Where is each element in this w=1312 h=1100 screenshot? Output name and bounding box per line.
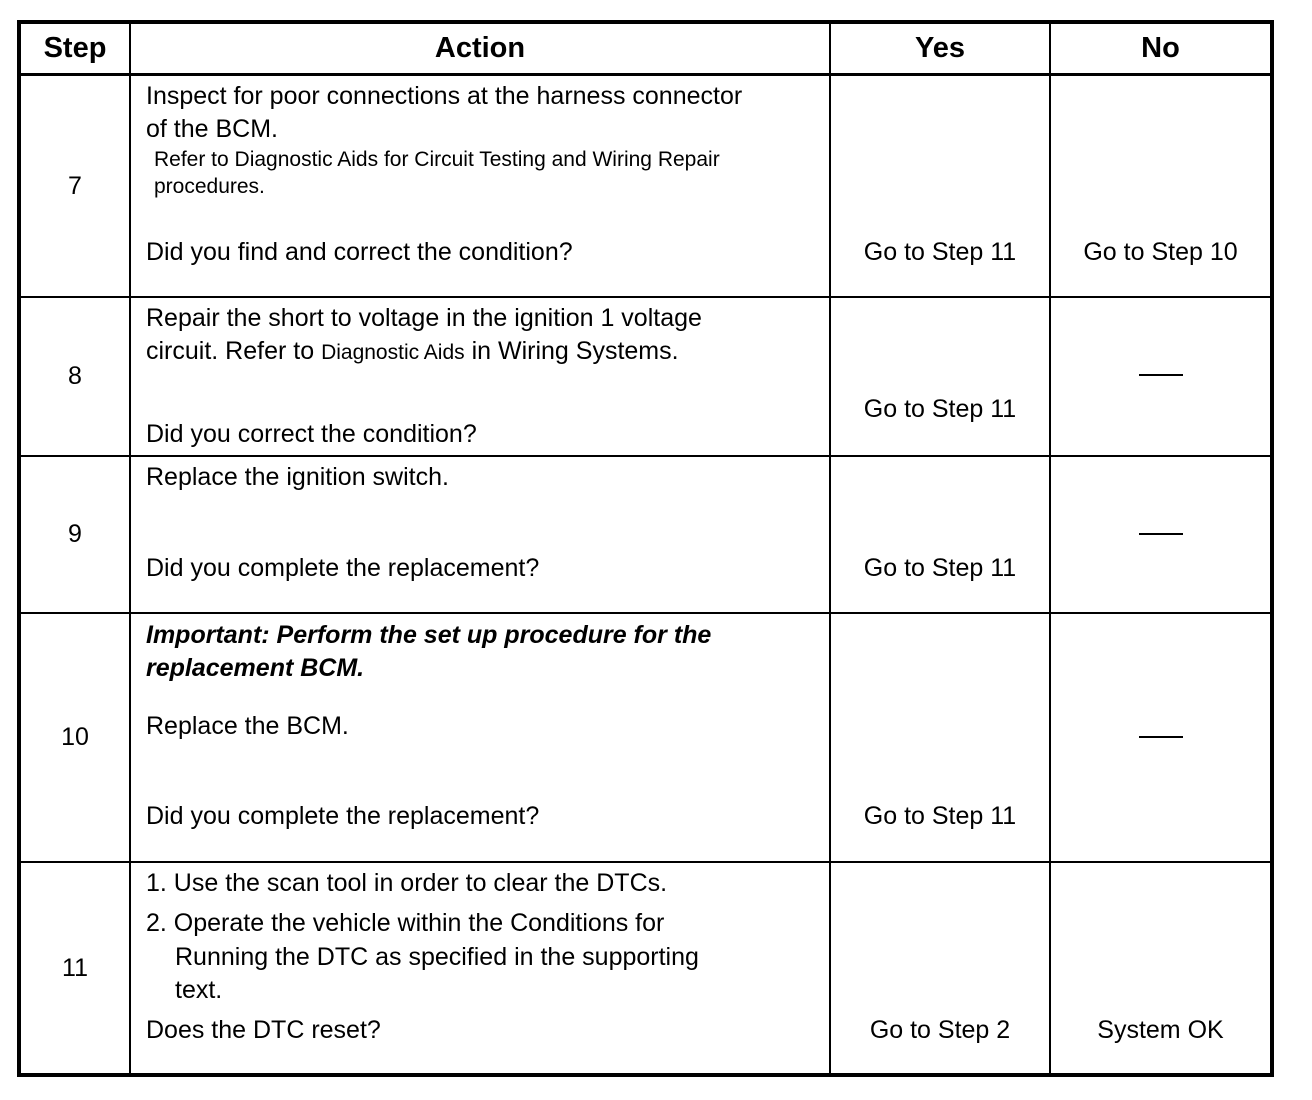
table-row-step-7 (19, 75, 1272, 298)
header-action: Action (130, 22, 830, 75)
header-step: Step (19, 22, 130, 75)
step-number: 10 (19, 613, 130, 862)
diagnostic-aids-reference: Diagnostic Aids (321, 341, 465, 365)
yes-cell (830, 862, 1050, 1075)
action-text-part: circuit. Refer to (146, 337, 322, 366)
step-number: 7 (19, 75, 130, 298)
action-text: Replace the ignition switch. (146, 462, 449, 491)
table-row-step-9 (19, 456, 1272, 614)
step-number: 8 (19, 297, 130, 456)
action-cell (130, 613, 830, 862)
no-result: System OK (1097, 1016, 1224, 1045)
table-row-step-11 (19, 862, 1272, 1075)
important-note: replacement BCM. (146, 654, 365, 683)
no-result-dash (1139, 374, 1183, 376)
action-text-part: in Wiring Systems. (464, 337, 679, 366)
yes-cell (830, 613, 1050, 862)
action-text: of the BCM. (146, 115, 278, 143)
header-no: No (1050, 22, 1272, 75)
no-cell (1050, 297, 1272, 456)
yes-cell (830, 456, 1050, 614)
action-cell (130, 297, 830, 456)
action-question: Did you complete the replacement? (146, 802, 540, 831)
yes-result: Go to Step 11 (863, 802, 1017, 831)
list-item-continuation: text. (175, 976, 223, 1005)
action-cell (130, 456, 830, 614)
list-item-continuation: Running the DTC as specified in the supporting (175, 943, 699, 972)
action-question: Does the DTC reset? (146, 1016, 381, 1045)
action-note: procedures. (154, 175, 265, 198)
header-yes: Yes (830, 22, 1050, 75)
action-note: Refer to Diagnostic Aids for Circuit Testing and Wiring Repair (154, 148, 720, 171)
yes-result: Go to Step 11 (863, 395, 1017, 424)
yes-result: Go to Step 11 (863, 238, 1017, 266)
no-result: Go to Step 10 (1083, 238, 1238, 266)
action-text (146, 335, 679, 369)
no-result-dash (1139, 736, 1183, 738)
action-text: Inspect for poor connections at the harness connector (146, 82, 743, 110)
no-cell (1050, 862, 1272, 1075)
table-row-step-10 (19, 613, 1272, 862)
action-question: Did you correct the condition? (146, 420, 477, 449)
list-item: 2. Operate the vehicle within the Conditions for (146, 909, 665, 938)
yes-cell (830, 75, 1050, 298)
action-question: Did you find and correct the condition? (146, 238, 573, 266)
yes-result: Go to Step 11 (863, 553, 1017, 582)
diagnostic-table (17, 20, 1274, 1077)
no-cell (1050, 613, 1272, 862)
action-question: Did you complete the replacement? (146, 553, 540, 582)
list-item: 1. Use the scan tool in order to clear the DTCs. (146, 869, 668, 898)
header-row (19, 22, 1272, 75)
action-text: Repair the short to voltage in the ignition 1 voltage (146, 304, 702, 333)
important-note: Important: Perform the set up procedure for the (146, 621, 712, 650)
table-row-step-8 (19, 297, 1272, 456)
action-text: Replace the BCM. (146, 712, 349, 741)
step-number: 9 (19, 456, 130, 614)
yes-result: Go to Step 2 (869, 1016, 1011, 1045)
step-number: 11 (19, 862, 130, 1075)
action-cell (130, 862, 830, 1075)
no-cell (1050, 456, 1272, 614)
no-result-dash (1139, 533, 1183, 535)
no-cell (1050, 75, 1272, 298)
action-cell (130, 75, 830, 298)
yes-cell (830, 297, 1050, 456)
